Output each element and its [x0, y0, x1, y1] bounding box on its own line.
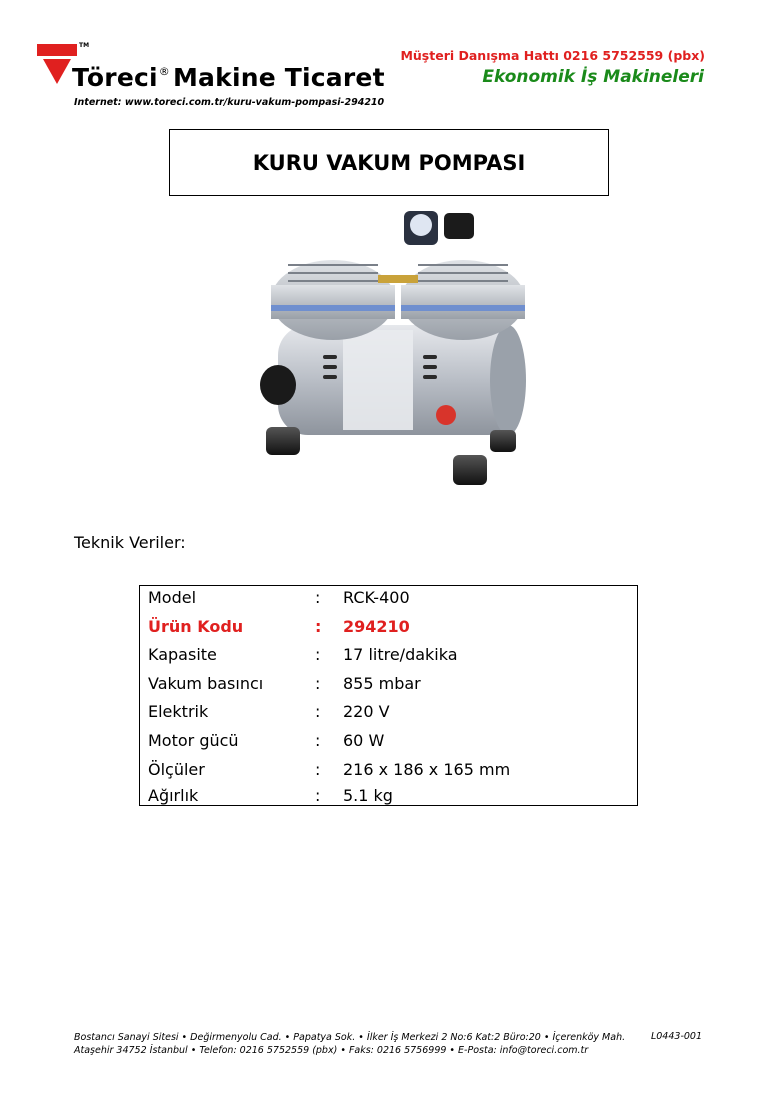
spec-table — [139, 585, 638, 806]
spec-separator: : — [315, 616, 322, 636]
company-slogan: Ekonomik İş Makineleri — [482, 67, 704, 87]
title-box — [169, 129, 609, 196]
spec-label: Ürün Kodu — [148, 616, 244, 636]
spec-row-motor-power — [140, 731, 637, 760]
spec-label: Ölçüler — [148, 759, 205, 779]
document-code: L0443-001 — [650, 1031, 702, 1042]
footer-line-1: Bostancı Sanayi Sitesi • Değirmenyolu Cad. • Papatya Sok. • İlker İş Merkezi 2 No:6 Kat:2 Büro:20 • İçerenköy Mah. — [74, 1032, 626, 1043]
customer-hotline: Müşteri Danışma Hattı 0216 5752559 (pbx) — [400, 48, 705, 63]
technical-data-heading: Teknik Veriler: — [74, 533, 186, 552]
footer-address — [74, 1031, 625, 1057]
spec-separator: : — [315, 786, 321, 806]
spec-row-vacuum-pressure — [140, 674, 637, 703]
spec-row-capacity — [140, 645, 637, 674]
page-title: KURU VAKUM POMPASI — [252, 150, 526, 175]
spec-value: 17 litre/dakika — [343, 645, 458, 665]
spec-separator: : — [315, 759, 321, 779]
footer-line-2: Ataşehir 34752 İstanbul • Telefon: 0216 5752559 (pbx) • Faks: 0216 5756999 • E-Posta: info@toreci.com.tr — [74, 1045, 589, 1056]
spec-row-model — [140, 588, 637, 617]
spec-value: 5.1 kg — [343, 786, 393, 806]
spec-separator: : — [315, 731, 321, 750]
spec-value: 60 W — [343, 731, 385, 750]
spec-row-product-code — [140, 617, 637, 646]
spec-label: Elektrik — [148, 702, 209, 722]
spec-value: 855 mbar — [343, 673, 421, 693]
trademark-symbol: TM — [79, 42, 90, 49]
registered-mark: ® — [158, 65, 170, 78]
spec-separator: : — [315, 673, 321, 693]
spec-row-weight — [140, 786, 637, 815]
spec-value: 220 V — [343, 702, 390, 722]
vacuum-pump-image — [238, 205, 538, 495]
spec-label: Kapasite — [148, 645, 217, 665]
spec-separator: : — [315, 645, 321, 665]
internet-link[interactable]: Internet: www.toreci.com.tr/kuru-vakum-pompasi-294210 — [74, 97, 385, 108]
spec-value: 294210 — [343, 616, 410, 636]
spec-label: Vakum basıncı — [148, 673, 264, 693]
brand-name — [72, 63, 385, 92]
spec-separator: : — [315, 702, 321, 722]
spec-label: Motor gücü — [148, 731, 239, 750]
spec-value: RCK-400 — [343, 588, 410, 607]
spec-row-dimensions — [140, 760, 637, 789]
spec-label: Ağırlık — [148, 786, 199, 806]
spec-separator: : — [315, 588, 321, 607]
spec-value: 216 x 186 x 165 mm — [343, 759, 511, 779]
spec-row-electric — [140, 702, 637, 731]
brand-name-main: Töreci — [72, 63, 158, 92]
spec-label: Model — [148, 588, 197, 607]
brand-name-suffix: Makine Ticaret — [172, 63, 385, 92]
